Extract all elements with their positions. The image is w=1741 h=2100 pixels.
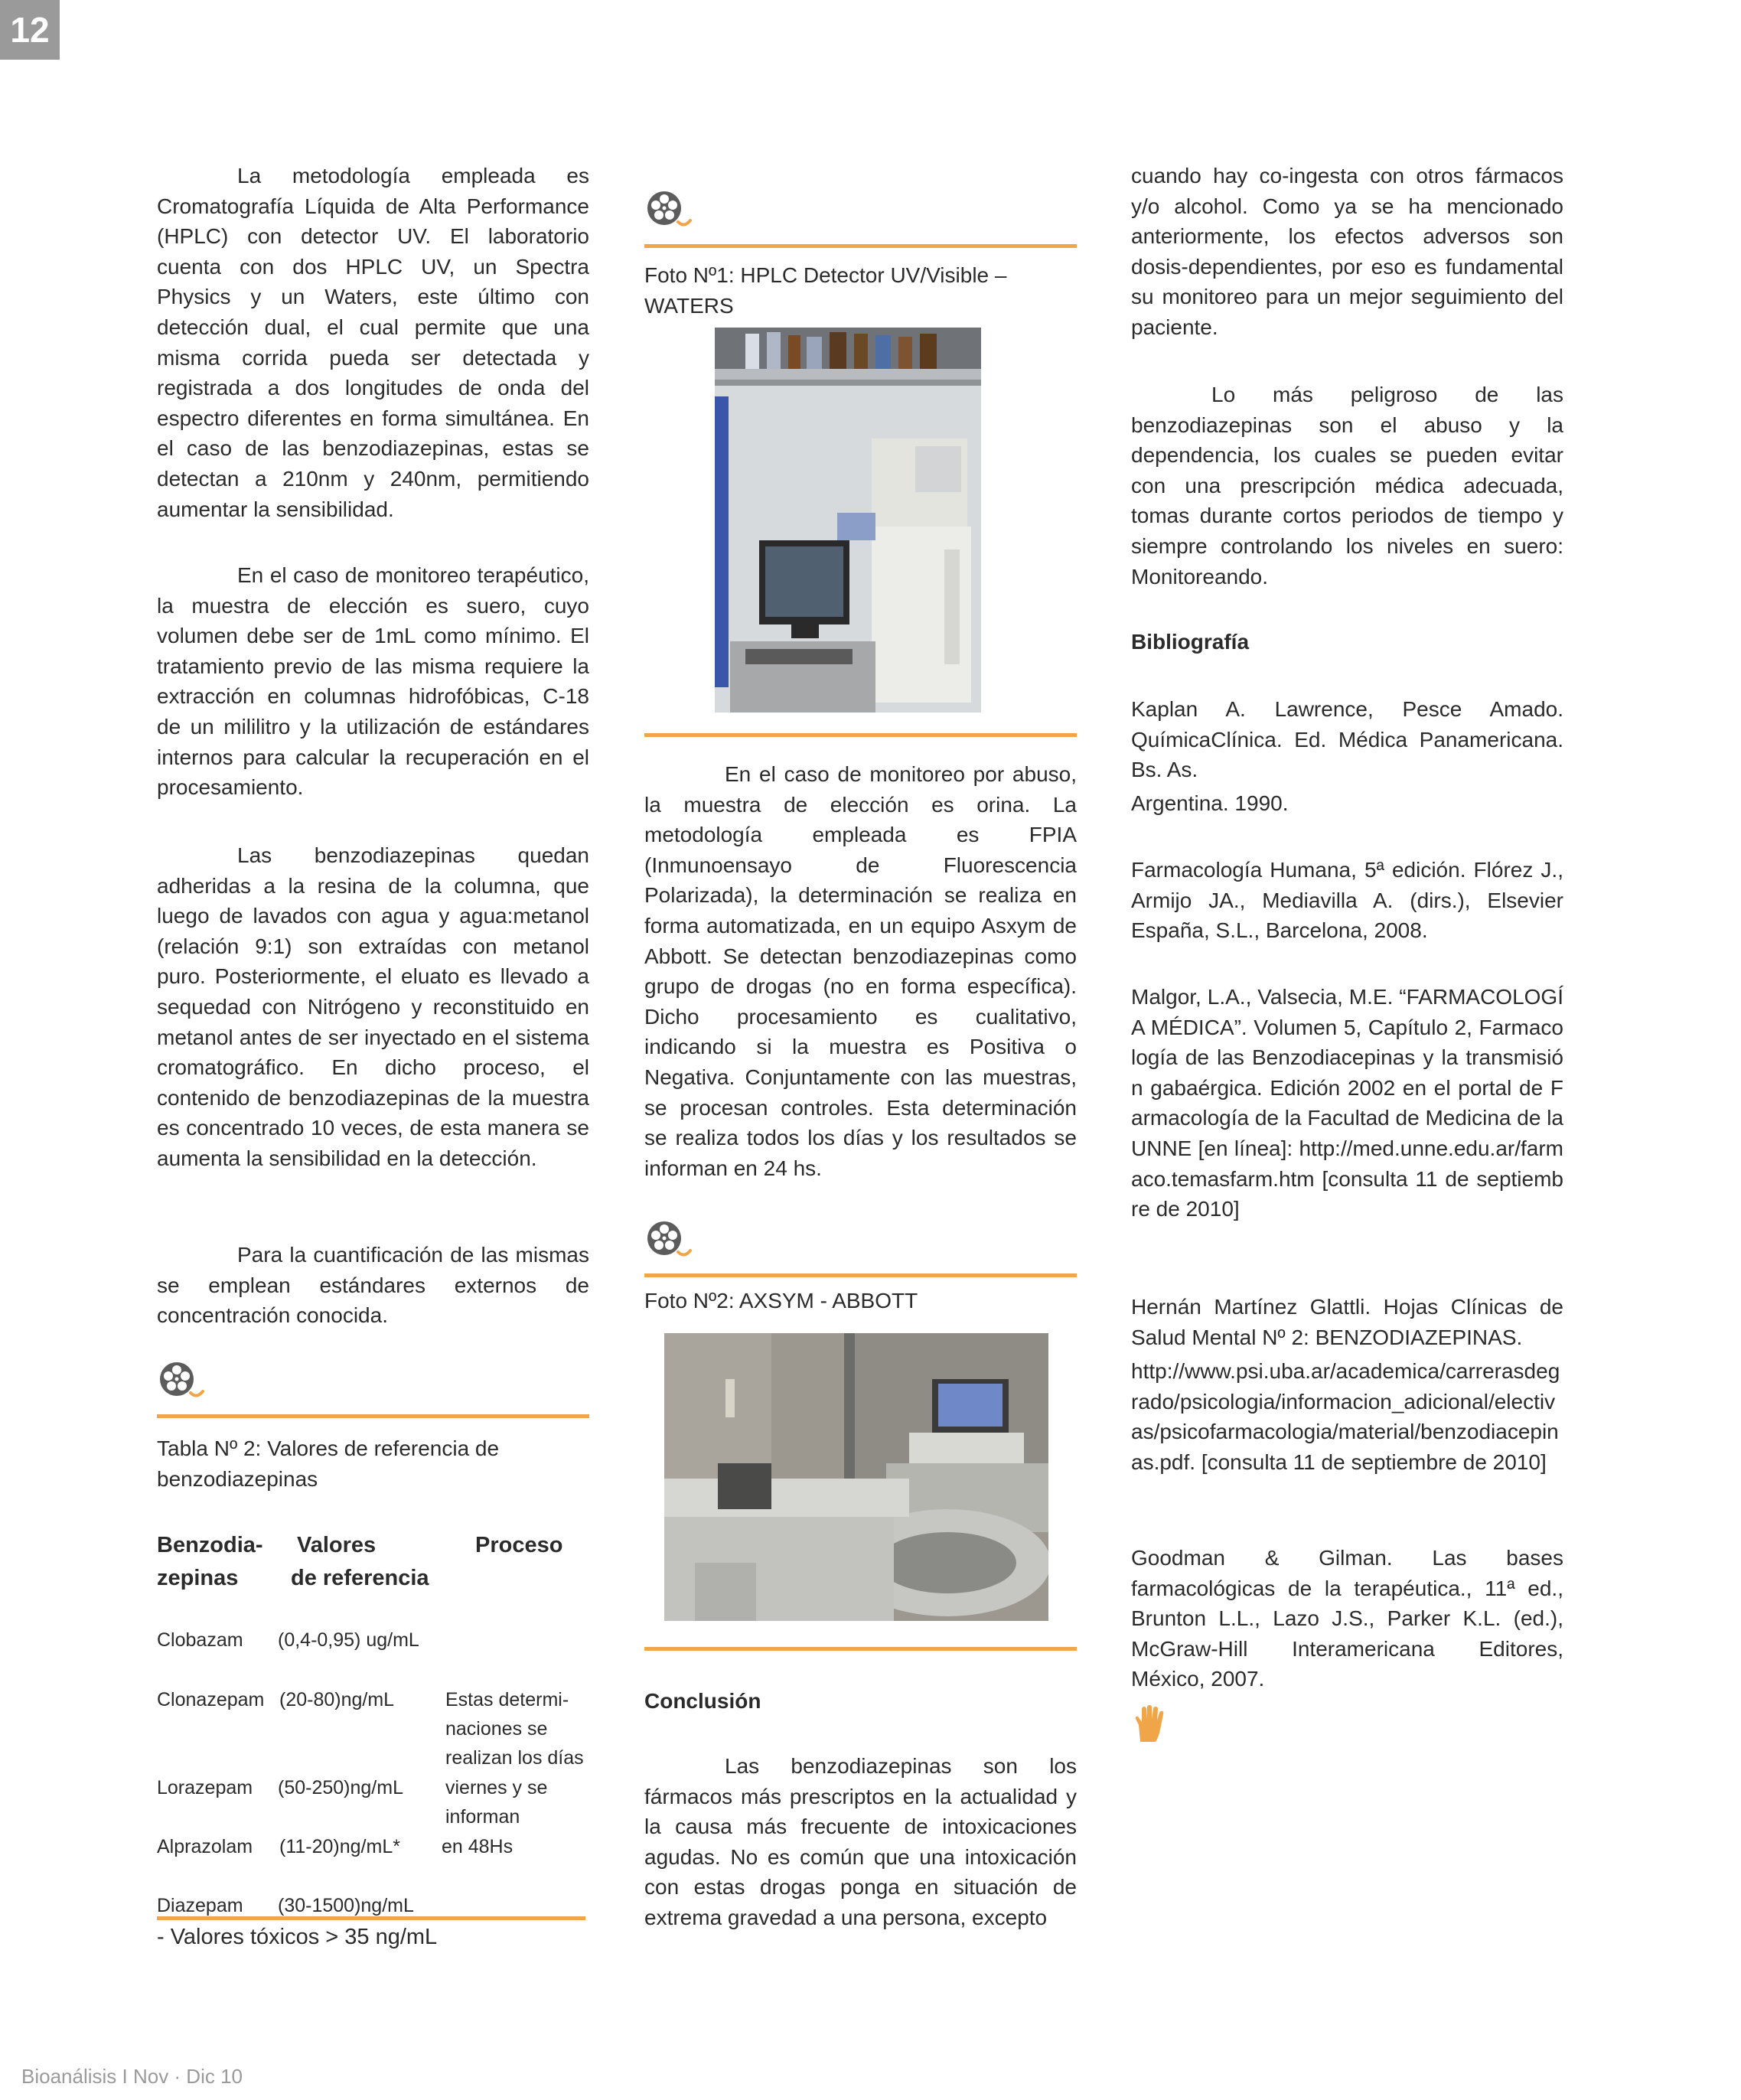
table-cell-drug: Lorazepam — [157, 1777, 253, 1798]
axsym-abbott-photo — [664, 1333, 1048, 1621]
reference-4-url: http://www.psi.uba.ar/academica/carrerasdegrado/psicologia/informacion_adicional/electivas/psicofarmacologia/material/benzodiacepinas.pdf. [consulta 11 de septiembre de 2010] — [1131, 1359, 1560, 1474]
table-header-drug: Benzodia- zepinas — [157, 1533, 263, 1590]
table-cell-drug: Clonazepam — [157, 1689, 265, 1710]
photo2-caption: Foto Nº2: AXSYM - ABBOTT — [644, 1289, 918, 1312]
col3-paragraph-2: Lo más peligroso de las benzodiazepinas son el abuso y la dependencia, los cuales se pueden evitar con una prescripción médica adecuada, tomas durante cortos periodos de tiempo y siempre controlando los niveles en suero: Monitoreando. — [1131, 383, 1563, 589]
col1-paragraph-1: La metodología empleada es Cromatografía Líquida de Alta Performance (HPLC) con detector UV. El laboratorio cuenta con dos HPLC UV, un Spectra Physics y un Waters, este último con detección dual, el cual permite que una misma corrida pueda ser detectada y registrada a dos longitudes de onda del espectro diferentes en forma simultánea. En el caso de las benzodiazepinas, estas se detectan a 210nm y 240nm, permitiendo aumentar la sensibilidad. — [157, 164, 589, 521]
film-reel-icon — [644, 1218, 695, 1261]
divider — [644, 1273, 1077, 1277]
table-process-line: naciones se — [445, 1718, 548, 1740]
toxic-values-note: - Valores tóxicos > 35 ng/mL — [157, 1925, 438, 1949]
table-cell-drug: Diazepam — [157, 1895, 243, 1916]
table-process-line: informan — [445, 1806, 520, 1828]
table-cell-value: (11-20)ng/mL* — [279, 1836, 400, 1857]
hand-icon — [1133, 1705, 1166, 1743]
reference-1-year: Argentina. 1990. — [1131, 791, 1289, 815]
col3-paragraph-1: cuando hay co-ingesta con otros fármacos y/o alcohol. Como ya se ha mencionado anteriormente, los efectos adversos son dosis-dependientes, por eso es fundamental su monitoreo para un mejor seguimiento del paciente. — [1131, 164, 1563, 339]
divider — [644, 733, 1077, 737]
table-header-process: Proceso — [475, 1533, 563, 1557]
divider — [157, 1414, 589, 1418]
photo1-caption: Foto Nº1: HPLC Detector UV/Visible – WATERS — [644, 263, 1007, 318]
divider — [644, 244, 1077, 248]
table-cell-drug: Clobazam — [157, 1629, 243, 1651]
table-process-line: realizan los días — [445, 1747, 584, 1769]
table-process-line: Estas determi- — [445, 1689, 569, 1710]
reference-5: Goodman & Gilman. Las bases farmacológicas de la terapéutica., 11ª ed., Brunton L.L., Lazo J.S., Parker K.L. (ed.), McGraw-Hill Interamericana Editores, México, 2007. — [1131, 1546, 1563, 1691]
table-bottom-rule — [157, 1916, 585, 1920]
footer-text: Bioanálisis I Nov · Dic 10 — [21, 2065, 243, 2088]
table-cell-value: (30-1500)ng/mL — [278, 1895, 414, 1916]
table-process-line: en 48Hs — [442, 1836, 513, 1857]
reference-3: Malgor, L.A., Valsecia, M.E. “FARMACOLOGÍA MÉDICA”. Volumen 5, Capítulo 2, Farmacología de las Benzodiacepinas y la transmisión gabaérgica. Edición 2002 en el portal de Farmacología de la Facultad de Medicina de la UNNE [en línea]: http://med.unne.edu.ar/farmaco.temasfarm.htm [consulta 11 de septiembre de 2010] — [1131, 985, 1564, 1221]
conclusion-heading: Conclusión — [644, 1689, 761, 1713]
col1-paragraph-3: Las benzodiazepinas quedan adheridas a la resina de la columna, que luego de lavados con agua y agua:metanol (relación 9:1) son extraídas con metanol puro. Posteriormente, el eluato es llevado a sequedad con Nitrógeno y reconstituido en metanol antes de ser inyectado en el sistema cromatográfico. En dicho proceso, el contenido de benzodiazepinas de la muestra es concentrado 10 veces, de esta manera se aumenta la sensibilidad en la detección. — [157, 843, 589, 1170]
reference-1: Kaplan A. Lawrence, Pesce Amado. QuímicaClínica. Ed. Médica Panamericana. Bs. As. — [1131, 697, 1563, 782]
divider — [644, 1647, 1077, 1651]
col1-paragraph-2: En el caso de monitoreo terapéutico, la muestra de elección es suero, cuyo volumen debe ser de 1mL como mínimo. El tratamiento previo de las misma requiere la extracción en columnas hidrofóbicas, C-18 de un mililitro y la utilización de estándares internos para calcular la recuperación en el procesamiento. — [157, 563, 589, 800]
table-cell-value: (50-250)ng/mL — [278, 1777, 403, 1798]
table-cell-value: (0,4-0,95) ug/mL — [278, 1629, 419, 1651]
table-cell-value: (20-80)ng/mL — [279, 1689, 395, 1710]
col2-paragraph-1: En el caso de monitoreo por abuso, la muestra de elección es orina. La metodología empleada es FPIA (Inmunoensayo de Fluorescencia Polarizada), la determinación se realiza en forma automatizada, en un equipo Asxym de Abbott. Se detectan benzodiazepinas como grupo de drogas (no en forma específica). Dicho procesamiento es cualitativo, indicando si la muestra es Positiva o Negativa. Conjuntamente con las muestras, se procesan controles. Esta determinación se realiza todos los días y los resultados se informan en 24 hs. — [644, 762, 1077, 1180]
film-reel-icon — [157, 1359, 207, 1402]
film-reel-icon — [644, 188, 695, 231]
page-number: 12 — [0, 0, 60, 60]
bibliography-heading: Bibliografía — [1131, 630, 1250, 654]
table-header-values: Valores de referencia — [291, 1533, 429, 1590]
table-process-line: viernes y se — [445, 1777, 548, 1798]
col2-paragraph-2: Las benzodiazepinas son los fármacos más prescriptos en la actualidad y la causa más frecuente de intoxicaciones agudas. No es común que una intoxicación con estas drogas ponga en situación de extrema gravedad a una persona, excepto — [644, 1754, 1077, 1929]
reference-4: Hernán Martínez Glattli. Hojas Clínicas de Salud Mental Nº 2: BENZODIAZEPINAS. — [1131, 1295, 1563, 1349]
table-caption: Tabla Nº 2: Valores de referencia de benzodiazepinas — [157, 1436, 500, 1491]
col1-paragraph-4: Para la cuantificación de las mismas se emplean estándares externos de concentración conocida. — [157, 1243, 589, 1328]
reference-2: Farmacología Humana, 5ª edición. Flórez J., Armijo JA., Mediavilla A. (dirs.), Elsevier España, S.L., Barcelona, 2008. — [1131, 858, 1563, 943]
table-cell-drug: Alprazolam — [157, 1836, 253, 1857]
hplc-detector-photo — [715, 328, 981, 712]
